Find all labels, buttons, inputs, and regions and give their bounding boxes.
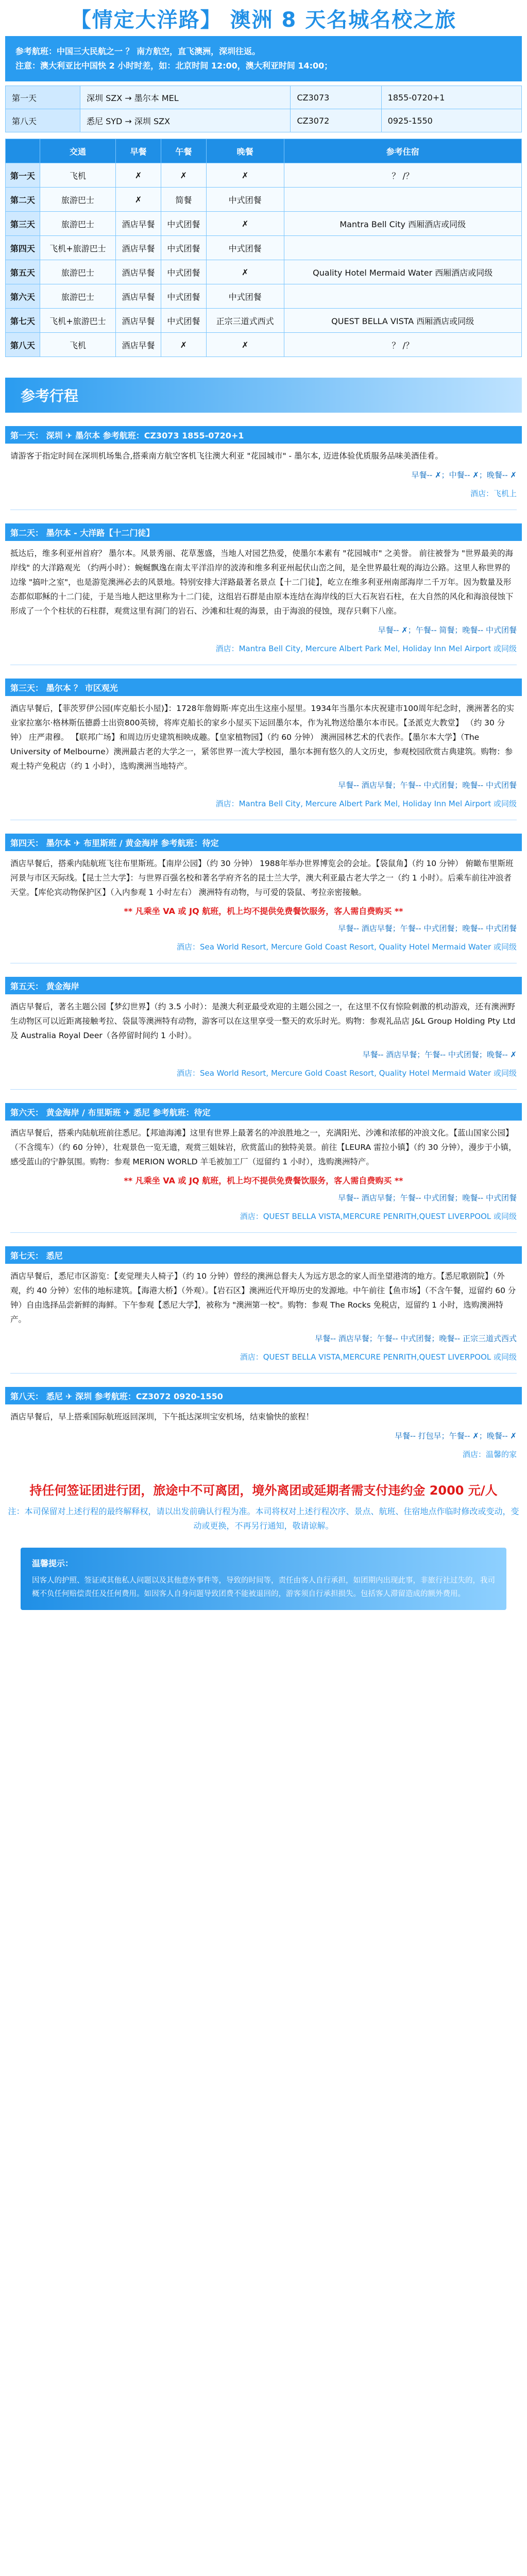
day-meals-8: 早餐-- 打包早；午餐-- ✗；晚餐-- ✗	[395, 1431, 517, 1440]
tips-text: 因客人的护照、签证或其他私人问题以及其他意外事件等，导致的时间等，责任由客人自行承担，如团期内出现此事，非旅行社过失的，我司概不负任何赔偿责任及任何费用。如因客人自身问题导致团费不能被退回的，游客须自行承担损失。包括客人滞留造成的额外费用。	[32, 1577, 495, 1598]
schedule-breakfast: 酒店早餐	[116, 260, 161, 284]
schedule-hotel: QUEST BELLA VISTA 西厢酒店或同级	[284, 309, 522, 333]
schedule-table	[5, 139, 522, 357]
day-bar-5: 第五天： 黄金海岸	[5, 977, 522, 994]
schedule-dinner: 正宗三道式西式	[206, 309, 284, 333]
day-meals-5: 早餐-- 酒店早餐；午餐-- 中式团餐；晚餐-- ✗	[362, 1050, 517, 1059]
day-meals-3: 早餐-- 酒店早餐；午餐-- 中式团餐；晚餐-- 中式团餐	[338, 781, 517, 790]
schedule-dinner: ✗	[206, 260, 284, 284]
day-warning-6: ** 凡乘坐 VA 或 JQ 航班，机上均不提供免费餐饮服务，客人需自费购买 **	[124, 1176, 403, 1185]
day-meals-1: 早餐-- ✗；中餐-- ✗；晚餐-- ✗	[411, 470, 517, 480]
day-hotel-4: 酒店：Sea World Resort, Mercure Gold Coast Resort, Quality Hotel Mermaid Water 或同级	[176, 942, 517, 952]
day-text-3: 酒店早餐后，【菲茨罗伊公园(库克船长小屋)】：1728年詹姆斯·库克出生这座小屋里。1934年当墨尔本庆祝建市100周年纪念时，澳洲著名的实业家拉塞尔·格林斯伍德爵士出资800英镑，将库克船长的家乡小屋买下运回墨尔本，作为礼物送给墨尔本市民。【圣派克大教堂】 （约 30 分钟） 庄严肃穆。 【联邦广场】和周边历史建筑相映成趣。【皇家植物园】（约 60 分钟） 澳洲园林艺术的代表作。【墨尔本大学】（The University of Melbourne）澳洲最古老的大学之一，紧邻世界一流大学校园，墨尔本拥有悠久的人文历史，参观校园欣赏古典建筑。购物：参观土特产免税店（约 1 小时），选购澳洲当地特产。	[10, 704, 515, 771]
schedule-dinner: ✗	[206, 333, 284, 357]
day-meals-2: 早餐-- ✗；午餐-- 简餐；晚餐-- 中式团餐	[378, 625, 517, 635]
flight-no: CZ3073	[291, 86, 381, 109]
schedule-traffic: 飞机+旅游巴士	[40, 309, 115, 333]
schedule-day: 第一天	[6, 163, 40, 188]
schedule-breakfast: 酒店早餐	[116, 236, 161, 260]
tips-box	[21, 1548, 506, 1610]
day-meals-7: 早餐-- 酒店早餐；午餐-- 中式团餐；晚餐-- 正宗三道式西式	[315, 1334, 517, 1343]
day-bar-4: 第四天： 墨尔本 ✈ 布里斯班 / 黄金海岸 参考航班：待定	[5, 834, 522, 851]
day-meals-4: 早餐-- 酒店早餐；午餐-- 中式团餐；晚餐-- 中式团餐	[338, 924, 517, 933]
schedule-breakfast: ✗	[116, 163, 161, 188]
day-text-5: 酒店早餐后，著名主题公园【梦幻世界】（约 3.5 小时）：是澳大利亚最受欢迎的主题公园之一，在这里不仅有惊险刺激的机动游戏，还有澳洲野生动物区可以近距离接触考拉、袋鼠等澳洲特有动物，游客可以在这里享受一整天的欢乐时光。购物：参观礼品店 J&L Group Holding Pty Ltd 及 Australia Royal Deer（各停留时间约 1 小时）。	[10, 1002, 516, 1040]
schedule-breakfast: 酒店早餐	[116, 212, 161, 236]
divider	[10, 1232, 517, 1233]
day-hotel-5: 酒店：Sea World Resort, Mercure Gold Coast Resort, Quality Hotel Mermaid Water 或同级	[176, 1069, 517, 1078]
flight-day: 第一天	[6, 86, 80, 109]
day-text-4: 酒店早餐后，搭乘内陆航班飞往布里斯班。【南岸公园】（约 30 分钟） 1988年举办世界博览会的会址。【袋鼠角】（约 10 分钟） 俯瞰布里斯班河景与市区天际线。【昆士兰大学】：与世界百强名校和著名学府齐名的昆士兰大学，澳大利亚最古老大学之一（约 1 小时）。后乘车前往冲浪者天堂。【库伦宾动物保护区】（入内参观 1 小时左右） 澳洲特有动物，与可爱的袋鼠、考拉亲密接触。	[10, 859, 514, 897]
page-title: 【情定大洋路】 澳洲 8 天名城名校之旅	[70, 8, 457, 32]
schedule-row	[6, 260, 522, 284]
flight-table	[5, 86, 522, 132]
schedule-hotel: ？ /？	[284, 163, 522, 188]
day-bar-2: 第二天： 墨尔本 - 大洋路【十二门徒】	[5, 523, 522, 541]
schedule-hotel: Mantra Bell City 西厢酒店或同级	[284, 212, 522, 236]
schedule-day: 第八天	[6, 333, 40, 357]
day-hotel-2: 酒店：Mantra Bell City, Mercure Albert Park Mel, Holiday Inn Mel Airport 或同级	[215, 644, 517, 653]
day-text-6: 酒店早餐后，搭乘内陆航班前往悉尼。【邦迪海滩】这里有世界上最著名的冲浪胜地之一，充满阳光、沙滩和浓郁的冲浪文化。【蓝山国家公园】（不含缆车）（约 60 分钟），壮观景色一览无遗，观赏三姐妹岩，欣赏蓝山的独特美景。前往【LEURA 雷拉小镇】（约 30 分钟），漫步于小镇，感受蓝山的宁静氛围。购物：参观 MERION WORLD 羊毛被加工厂（逗留约 1 小时），选购澳洲特产。	[10, 1128, 517, 1166]
schedule-day: 第三天	[6, 212, 40, 236]
schedule-dinner: ✗	[206, 163, 284, 188]
schedule-breakfast: 酒店早餐	[116, 333, 161, 357]
schedule-traffic: 飞机	[40, 163, 115, 188]
schedule-dinner: 中式团餐	[206, 236, 284, 260]
itinerary-section-title: 参考行程	[5, 378, 522, 413]
schedule-row	[6, 236, 522, 260]
flight-day: 第八天	[6, 109, 80, 132]
schedule-day: 第六天	[6, 284, 40, 309]
schedule-row	[6, 309, 522, 333]
info-line-2: 注意：澳大利亚比中国快 2 小时时差，如：北京时间 12:00，澳大利亚时间 14:00；	[15, 61, 333, 71]
flight-row	[6, 86, 522, 109]
schedule-lunch: ✗	[161, 333, 206, 357]
schedule-header	[6, 139, 40, 163]
info-line-1: 参考航班：中国三大民航之一 ？ 南方航空，直飞澳洲，深圳往返。	[15, 46, 261, 56]
policy-note: 注：本司保留对上述行程的最终解释权，请以出发前确认行程为准。本司将权对上述行程次序、景点、航班、住宿地点作临时修改或变动，变动或更换，不再另行通知，敬请谅解。	[8, 1506, 519, 1531]
schedule-traffic: 飞机+旅游巴士	[40, 236, 115, 260]
schedule-hotel	[284, 284, 522, 309]
schedule-row	[6, 163, 522, 188]
schedule-hotel	[284, 188, 522, 212]
divider	[10, 1089, 517, 1090]
schedule-day: 第七天	[6, 309, 40, 333]
flight-time: 0925-1550	[381, 109, 521, 132]
schedule-header: 晚餐	[206, 139, 284, 163]
schedule-row	[6, 333, 522, 357]
schedule-header-row	[6, 139, 522, 163]
day-bar-6: 第六天： 黄金海岸 / 布里斯班 ✈ 悉尼 参考航班：待定	[5, 1103, 522, 1121]
schedule-lunch: 中式团餐	[161, 284, 206, 309]
info-box	[5, 36, 522, 81]
day-hotel-8: 酒店：温馨的家	[462, 1450, 517, 1459]
divider	[10, 1373, 517, 1374]
flight-route: 深圳 SZX → 墨尔本 MEL	[80, 86, 291, 109]
schedule-row	[6, 284, 522, 309]
day-bar-3: 第三天： 墨尔本 ？ 市区观光	[5, 679, 522, 696]
flight-route: 悉尼 SYD → 深圳 SZX	[80, 109, 291, 132]
schedule-lunch: 中式团餐	[161, 236, 206, 260]
schedule-row	[6, 188, 522, 212]
schedule-breakfast: ✗	[116, 188, 161, 212]
schedule-traffic: 飞机	[40, 333, 115, 357]
schedule-hotel: ？ /？	[284, 333, 522, 357]
schedule-lunch: ✗	[161, 163, 206, 188]
schedule-day: 第五天	[6, 260, 40, 284]
day-meals-6: 早餐-- 酒店早餐；午餐-- 中式团餐；晚餐-- 中式团餐	[338, 1193, 517, 1202]
day-warning-4: ** 凡乘坐 VA 或 JQ 航班，机上均不提供免费餐饮服务，客人需自费购买 **	[124, 906, 403, 916]
day-bar-7: 第七天： 悉尼	[5, 1246, 522, 1264]
flight-no: CZ3072	[291, 109, 381, 132]
day-bar-1: 第一天： 深圳 ✈ 墨尔本 参考航班：CZ3073 1855-0720+1	[5, 426, 522, 444]
schedule-day: 第四天	[6, 236, 40, 260]
schedule-breakfast: 酒店早餐	[116, 309, 161, 333]
tips-title: 温馨提示：	[32, 1558, 74, 1568]
day-hotel-3: 酒店：Mantra Bell City, Mercure Albert Park Mel, Holiday Inn Mel Airport 或同级	[215, 799, 517, 808]
schedule-traffic: 旅游巴士	[40, 188, 115, 212]
schedule-hotel	[284, 236, 522, 260]
schedule-header: 交通	[40, 139, 115, 163]
day-text-7: 酒店早餐后，悉尼市区游览：【麦觉理夫人椅子】（约 10 分钟）曾经的澳洲总督夫人为远方思念的家人而坐望港湾的地方。【悉尼歌剧院】（外观，约 40 分钟）宏伟的地标建筑。【海港大桥】（外观）。【岩石区】澳洲近代开埠历史的发源地。中午前往【鱼市场】（不含午餐，逗留约 60 分钟）自由选择品尝新鲜的海鲜。下午参观【悉尼大学】，被称为 "澳洲第一校"。购物：参观 The Rocks 免税店，逗留约 1 小时，选购澳洲特产。	[10, 1272, 516, 1324]
day-text-8: 酒店早餐后，早上搭乘国际航班返回深圳，下午抵达深圳宝安机场，结束愉快的旅程！	[10, 1412, 314, 1421]
day-hotel-6: 酒店：QUEST BELLA VISTA,MERCURE PENRITH,QUEST LIVERPOOL 或同级	[240, 1212, 517, 1221]
schedule-header: 早餐	[116, 139, 161, 163]
schedule-header: 参考住宿	[284, 139, 522, 163]
day-text-1: 请游客于指定时间在深圳机场集合,搭乘南方航空客机飞往澳大利亚 "花园城市" - 墨尔本, 迈进体验优质服务品味美酒佳肴。	[10, 451, 443, 461]
schedule-hotel: Quality Hotel Mermaid Water 西厢酒店或同级	[284, 260, 522, 284]
schedule-row	[6, 212, 522, 236]
day-hotel-1: 酒店：飞机上	[470, 489, 517, 498]
schedule-lunch: 简餐	[161, 188, 206, 212]
schedule-dinner: ✗	[206, 212, 284, 236]
policy-title: 持任何签证团进行团，旅途中不可离团，境外离团或延期者需支付违约金 2000 元/人	[29, 1483, 498, 1498]
schedule-traffic: 旅游巴士	[40, 260, 115, 284]
schedule-lunch: 中式团餐	[161, 309, 206, 333]
schedule-breakfast: 酒店早餐	[116, 284, 161, 309]
day-hotel-7: 酒店：QUEST BELLA VISTA,MERCURE PENRITH,QUEST LIVERPOOL 或同级	[240, 1352, 517, 1362]
schedule-dinner: 中式团餐	[206, 188, 284, 212]
schedule-header: 午餐	[161, 139, 206, 163]
day-bar-8: 第八天： 悉尼 ✈ 深圳 参考航班：CZ3072 0920-1550	[5, 1387, 522, 1404]
schedule-traffic: 旅游巴士	[40, 212, 115, 236]
schedule-traffic: 旅游巴士	[40, 284, 115, 309]
flight-row	[6, 109, 522, 132]
flight-time: 1855-0720+1	[381, 86, 521, 109]
day-text-2: 抵达后，维多利亚州首府？ 墨尔本。风景秀丽、花草葱盛，当地人对园艺热爱，使墨尔本素有 "花园城市" 之美誉。 前往被誉为 "世界最美的海岸线" 的大洋路观光 （约两小时）：蜿蜒飘逸在南太平洋沿岸的波涛和维多利亚州起伏山峦之间，是全世界最壮观的海边公路。这里人称世界的边缘 "搞叶之室"，也是游览澳洲必去的风景地。特别安排大洋路最著名景点【十二门徒】，屹立在维多利亚州南部海岸二千万年。因为数量及形态都似耶稣的十二门徒，于是当地人把这里称为十二门徒，这组岩石群是由原本连结在海岸线的巨大石灰岩石柱，在大自然的风化和海浪侵蚀下形成了一个个柱状的石柱群，观赏这里有洞门的岩石、沙滩和壮观的海景，由于海浪的侵蚀，现存只剩下八座。	[10, 549, 514, 616]
schedule-lunch: 中式团餐	[161, 212, 206, 236]
schedule-lunch: 中式团餐	[161, 260, 206, 284]
schedule-day: 第二天	[6, 188, 40, 212]
schedule-dinner: 中式团餐	[206, 284, 284, 309]
